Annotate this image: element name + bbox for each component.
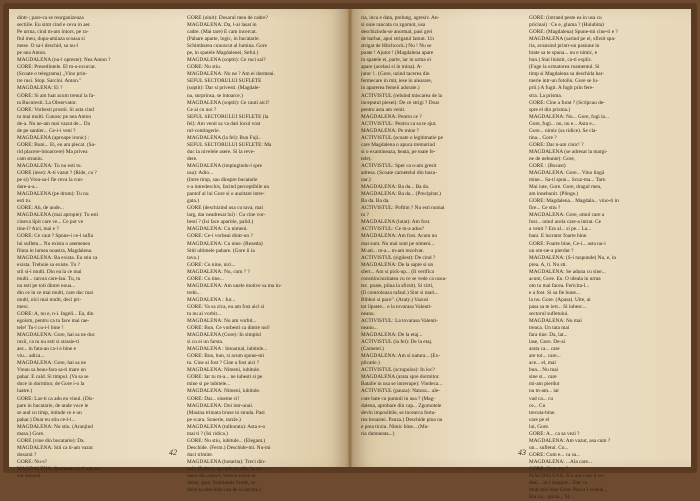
text-line: Batalie in usa se intrerupe): Vindeca... [361,381,443,388]
text-line: MAGDALENA: Tu nu esti tu. [17,162,82,169]
text-line: (Il controleaza rafaul.) Sint si mari... [361,289,439,296]
text-line: MAGDALENA: Pe mine ? [361,127,420,134]
left-page-column-1 [17,15,171,480]
text-line: mi-am pierdut [529,381,560,388]
text-line: stra. La prisma. [529,92,563,99]
text-line: ce... Cu [529,402,546,409]
text-line: SEFUL SECTORULUI SUFLETE (la [187,113,269,120]
text-line: MAGDALENA: Nimeni, iubitule. [187,367,261,374]
text-line: arata ca... care [529,346,560,353]
text-line: Vreau sa beau-fara sa-ti mare un [17,367,86,374]
text-line: MAGDALENA: Doi intr-unul. [187,402,254,409]
text-line: usa): Adio... [187,170,214,177]
text-line: (Masina trimata bruse in strada. Pasi [187,409,265,416]
text-line: GORE: Cum era ? [529,466,569,472]
text-line: lase, Gore. De-ai [529,339,566,346]
text-line: pahar. E cald. Si timpul. (Va sa se [17,374,89,381]
text-line: e a fost. Si sa fie bune... [529,289,580,296]
text-line: GORE: Las-ti ca adu eu vinul. (Dis- [17,395,94,402]
text-line: fel): Am venit sa va dati locul vost [187,120,261,127]
text-line: ria dumneata...) [361,430,395,437]
text-line: tre rusi. Stop. Sarcini. Anton." [17,78,82,85]
text-line: ria, avansind printr-un pasiune in [529,43,600,50]
text-line: cadre. (Mai tare) E cam incercat. [187,29,257,36]
text-line: MAGDALENA (sarind pe el, sfirsit spa- [529,36,616,43]
text-line: larg, dar neadresat lui) : Cu cine vor- [187,212,266,219]
text-line: are tot... care... [529,353,561,360]
right-page [353,9,691,501]
text-line: ACTIVISTUL (reluind miscarea de la [361,92,443,99]
text-line: viu... adica... [17,353,45,360]
text-line: sfert... Am si pick-up... (Ii verifica [361,268,434,275]
text-line: sectiile. Eu simt cind e ceva in aer. [17,22,91,29]
text-line: Ce ai cu noi ? [187,106,217,113]
text-line: MAGDALENA: Nu mai [529,318,582,325]
text-line: din ce in ce mai multi, care duc mai [17,289,94,296]
text-line: dalena, aprobare din cap... Zgomotele [361,402,442,409]
text-line: tu mai multi. Cunosc pe nea Anton [17,113,92,120]
text-line: GORE: Va sa zica, eu am fost aici si [187,303,265,310]
text-line: MAGDALENA: Gore... Vino lingä [529,170,605,177]
right-page-column-1 [361,15,515,438]
text-line: nu m-am... iar [529,388,559,395]
text-line: strigat de Hitchcock.) Nu ! Nu se [361,43,432,50]
text-line: deai... in-i singure... Dar cu [529,480,588,487]
text-line: tele! Tu-l cu-i-l bine ! [17,325,64,332]
text-line: fiinta in lumea noastra, Magdalena. [17,247,93,254]
text-line: care Magdalena o apuca tremurind [361,141,435,148]
text-line: tele). [361,155,372,162]
text-line: lui, Gore. [529,423,550,430]
text-line: luatre.) [17,388,33,395]
text-line: ACTIVISTUL: Poftim ? Nu esti numai [361,205,445,212]
text-line: na, surprinsa, se intoarce.) [187,92,243,99]
text-line: GORE (vine din bucatarie): Da. [17,437,85,444]
text-line: timp si Magdalena sa deschida bar- [529,71,605,78]
text-line: esti tu. [17,198,32,205]
text-line: MAGDALENA (impingindu-l spre [187,162,263,169]
text-line: pricinai) : Ce e, gluma ? (Hulubita) [529,22,604,29]
text-line: Gore... nimic (sa ridice). Se cla- [529,127,598,134]
text-line: tec. poate, plina la sfirsit). Si cirti, [361,282,434,289]
page-number-left: 42 [169,448,177,457]
text-line: sine si... care [529,374,557,381]
text-line: MAGDALENA: Am unele motive sa ma in- [187,282,282,289]
text-line: sectorul sufletului. [529,310,569,317]
text-line: MAGDALENA: Pentru ce ? [361,113,422,120]
text-line: e prea tirziu. Nimic bine... (Ma- [361,423,429,430]
text-line: acum, Gore. Eu. O ideala in urma [529,275,601,282]
text-line: fost... omul acela care-a intrat. Ce [529,219,601,226]
text-line: GORE (uluit): Dosarul meu de cadre? [187,15,268,21]
text-line: dosar, apoi, framintata foarte, se [187,480,256,487]
text-line: MAGDALENA: ...Ala care... [529,458,592,465]
text-line: MAGDALENA: Gore, hai sa ne duc [17,332,95,339]
text-line: duc la nivelele asere. Si la reve- [187,148,255,155]
text-line: bani. E lucrator foarte bine. [529,233,588,240]
text-line: ftul meu, dupa-amiaza scoasa si [17,36,85,43]
text-line: in spatele ei, parte, iar in urma ei [361,57,431,64]
text-line: duci trimite. [187,451,214,458]
page-number-right: 43 [518,448,526,457]
text-line: Mai iute, Gore. Gore, dragul meu, [529,184,602,191]
text-line: stii si-i multi. Din ea la ce mai [17,268,82,275]
text-line: dere. [187,155,198,162]
text-line: GORE: Cu nine, nici... [187,261,236,268]
text-line: apare (acelasi si in mina). A- [361,64,423,71]
text-line: Stiti ultimele pahare. (Gore ii ia [187,247,255,254]
text-line: fire... Ce stiu ? [529,205,561,212]
text-line: (Fuge la urmatorea roamentul. Si [529,64,600,71]
text-line: (Pahare aparte, logic, in bucatarie. [187,36,260,43]
text-line: bun... Nu mai [529,367,559,374]
text-line: tu nu ai vorbit... [187,310,222,317]
text-line: SEFUL SECTORULUI SUFLETE [187,78,262,85]
text-line: poate ! Ajutor ! (Magdalena apare [361,50,434,57]
text-line: Era ca... parca... Si... [529,494,574,501]
text-line: ACTIVISTUL (la fel): De la etaj. [361,339,433,346]
text-line: (Carnetel.) [361,346,384,353]
text-line: egoism, pentru ca tu face mai rae- [17,318,90,325]
text-line: mine si pe iubitele... [187,381,231,388]
text-line: MAGDALENA : Intoarnal, iubitule... [187,346,268,353]
text-line: colo (Il duce, apropie cu sila, la co- [187,466,263,472]
text-line: pe scara. Sonerie, tarzie.) [187,416,241,423]
text-line: MAGDALENA: Ba exista. Eu stiu ca [17,254,98,261]
text-line: prea. A, ti. Nu sti. [529,261,567,268]
text-line: mesc. [17,303,30,310]
text-line: MAGDALENA: Era asa cum il ve- [529,473,605,480]
text-line: GORE: Foarte bine, Ce-i... asta nu-i [529,240,606,247]
text-line: (soptit): Dar si privesti. (Magdale- [187,85,261,92]
text-line: Pe urma, cind m-am intors, pe ra- [17,29,89,36]
text-line: cam straniu. [17,155,44,162]
text-line: GORE: Ce caut ? Spune-i ce-l sufla [17,233,93,240]
text-line: ACTIVISTUL (scrupulos): In loc? [361,367,435,374]
text-line: trebi... [187,289,201,296]
text-line: MAGDALENA: (S-i raspunde) Nu, e, in [529,254,616,261]
text-line: de pe santier... Ce-i-i veni ? [17,127,76,134]
text-line: mult mai bine Gore. Parca-l vedeai... [529,487,608,494]
text-line: GORE: Magdalena... Magdala... vino-ti in [529,198,619,205]
text-line: adresa. (Scoate carnetelul din buzu- [361,170,438,177]
text-line: nar.) [361,177,371,184]
text-line: GORE: (Magdalena) Spune-mi cine-ti e ? [529,29,618,36]
text-line: MAGDALENA (soptit): Ce cauti aici? [187,99,270,106]
text-line: GORE: Presedintele. El m-a-ncurcat. [17,64,97,71]
text-line: GORE: Dar n-am cinic! ? [529,141,584,148]
text-line: MAGDALENA (nu-l opreste): Nea Anton ? [17,57,111,64]
text-line: tu ? [361,212,369,219]
text-line: rul-contingerie. [187,127,220,134]
text-line: MAGDALENA (Gore): In simplul [187,332,261,339]
text-line: mine... Sa-ti spun... Scuz-ma... Tare. [529,177,607,184]
text-line: bun.) Stai linistit, ca-ti explic. [529,57,593,64]
text-line: neanu... [361,325,378,332]
text-line: MAGDALENA : Jur... [187,296,236,303]
text-line: devin imposibile, se incearca forta- [361,409,436,416]
text-line: MAGDALENA: Nu ne ? Am ei dormeai. [187,71,275,78]
text-line: MAGDALENA (la fel): Bun Fuji.. [187,134,261,141]
text-line: MAGDALENA: Gore, omul care a [529,212,605,219]
text-line: MAGDALENA (aproape ironic) : [17,134,90,141]
text-line: GORE: Si am luat acum trenul la fa- [17,92,95,99]
text-line: dintr-; pare-ca se reorganizeaza [17,15,84,21]
text-line: tava.) [187,254,199,261]
text-line: MAGDALENA (mai apropie): Tu esti [17,212,99,219]
text-line: pe nea Anton. [17,50,47,57]
text-line: MAGDALENA: Nu stiu. (Aranjind [17,423,93,430]
text-line: GORE: A... ca sa vezi ? [529,430,580,437]
text-line: prii.) A fugit. A fugit prin fere- [529,85,595,92]
text-line: ACTIVISTUL (sigilest): De cind ? [361,254,436,261]
text-line: ACTIVISTUL: Pentru ca sa te ajut. [361,120,437,127]
text-line: aer... in fata-au ca-i e bine e [17,346,76,353]
text-line: brate sa te spuna... nu e nimic, e [529,50,598,57]
text-line: GORE: Cine a furat ? (Scripcau de- [529,99,605,106]
text-line: GORE: Buni... Ei, eu am plecat. (Sa- [17,141,96,148]
text-line: MAGDALENA: Am fost. Acum nu [361,233,438,240]
text-line: tot lipsete... e la tovarasa Valenti- [361,303,432,310]
text-line: MAGDALENA: Cu nimeni. [187,226,248,233]
text-line: cineva lipit care ve... Ce pot ve [17,219,84,226]
text-line: MAGDALENA: Se aduna cu sine... [529,268,606,275]
text-line: M-ati... m-a... m-am rezolvat. [361,247,424,254]
text-line: mera din alaturi, brusca tresul ei [187,473,256,480]
text-line: si onie rancata cu zgomot, usa [361,22,426,29]
text-line: care pe el [529,416,550,423]
text-line: MAGDALENA (se adresat la margi- [529,148,608,155]
text-line: MAGDALENA: De la etaj... [361,332,423,339]
text-line: constiinciozitatea cu ce se vede ca usoa- [361,275,447,282]
text-line: MAGDALENA: Gore, hai sa ne [17,360,86,367]
text-line: GORE: Nu-s? [17,458,47,465]
text-line: pasa sa te iert... Si iubesc... [529,303,587,310]
text-line: MAGDALENA: Spuneam ca ti-am va- [17,466,101,472]
text-line: GORE: Cum e... ca sa... [529,451,581,458]
text-line: exista. Trebuie sa existe. Tu ? [17,261,80,268]
text-line: ACTIVISTUL: La tovarasa Valenti- [361,318,438,325]
text-line: GORE (iese): A-ti vazut ? (Ride, cu ? [17,170,97,177]
text-line: GORE: Vorbesti prostii. Si asta cind [17,106,94,113]
text-line: si cu ei un farsta. [187,339,224,346]
text-line: MAGDALENA (hotarita): Treci din- [187,458,266,465]
text-line: treaca. Un tata mai [529,325,570,332]
text-line: MAGDALENA: Am si natura... (Ex- [361,353,441,360]
text-line: ACTIVISTUL (scoate o legitimatie pe [361,134,443,141]
text-line: ria, inca e data, prelung, agresiv. An- [361,15,440,21]
text-line: fermecare in mit, iese in alearare, [361,78,433,85]
text-line: MAGDALENA: Da, l-ai lasat in [187,22,257,29]
text-line: lui sufletu... Nu exista o asemenea [17,240,91,247]
text-line: MAGDALENA: Ei ? [17,85,63,92]
text-line: Schimbarea cunoscut al lumina. Gore [187,43,267,50]
text-line: mai sunt. Nu mai sunt pe nimeni... [361,240,435,247]
text-line: tina... Gore ? [529,134,557,141]
text-line: fara tine. Da, lat... [529,332,568,339]
text-line: multi... carora care-lau. Tu, tu [17,275,81,282]
text-line: in aparerea femeii adorate.) [361,85,420,92]
text-line: rusii, ca tu nu esti si strasie-ti [17,339,80,346]
text-line: GORE: Ah, de unde... [17,205,64,212]
text-line: pe, in spatele Magdalenei, Seful.) [187,50,259,57]
text-line: de-a. Nu ne-am mai vazut de... Da [17,120,90,127]
text-line: Deschide. (Ferm.) Deschide-mi. Nu-mi [187,444,271,451]
text-line: ACTIVISTUL: Ce m-a adus? [361,226,425,233]
text-line: dosarul ? [17,451,37,458]
text-line: besti ? (Isi face aparitie, palid.) [187,219,254,226]
text-line: pantof al lui Gore si o auzitare intre- [187,191,265,198]
text-line: MAGDALENA (pe drum): Tu nu [17,191,89,198]
text-line: MAGDALENA (lutat): Am fost. [361,219,431,226]
text-line: (Scoate o telegrama) ,,Vino prin- [17,71,88,78]
text-line: GORE: Cu tine... [187,275,224,282]
text-line: gata.) [187,198,199,205]
text-line: GORE: Dar... sineme ci! [187,395,240,402]
text-line: multi, nici mai multi, deci pri- [17,296,82,303]
text-line: MAGDALENA: Nu am vorbit... [187,318,257,325]
text-line: GORE: (intrand peste ea in usa cu [529,15,602,21]
text-line: GORE: Ce-i vorbeai dintr-un ? [187,233,253,240]
text-line: de barbat, apoi strigatul lamut. Un [361,36,434,43]
text-line: duce in dormitor, de Gore i-o la [17,381,85,388]
text-line: pentru asta am venit. [361,106,406,113]
text-line: cute bate cu pumnii in usa ? (Mag- [361,395,436,402]
text-line: MAGDALENA: Nimeni, iubitule. [187,388,261,395]
text-line: ne de nebunie): Gore, [529,155,576,162]
text-line: Ba da. Ba da. [361,198,390,205]
text-line: MAGDALENA: Nu, cum ? ? [187,268,250,275]
right-page-column-2 [529,15,683,501]
text-line: ace... el, mai [529,360,556,367]
text-line: merie intr-un fotoliu. Gore se lu- [529,78,599,85]
text-line: GORE: Nu stiu. [187,64,222,71]
text-line: ACTIVISTUL: Sper ca n-am gresit [361,162,437,169]
text-line: pahar.) Doar eu stiu ce-l-l... [17,416,76,423]
text-line: MAGDALENA: Nu... Gore, fugi la... [529,113,609,120]
text-line: am innebunit. (Plinge.) [529,191,579,198]
text-line: vad ca... cu [529,395,554,402]
text-line: MAGDALENA: Cu nine. (Rezeda) [187,240,263,247]
text-line: nu esti pe toti dintre noua... [17,282,76,289]
text-line: MAGDALENA: Stii ca ti-am vazut [17,444,93,451]
left-page [9,9,347,494]
left-page-column-2 [187,15,341,494]
text-line: ACTIVISTUL (pauza): Natura... ale- [361,388,440,395]
text-line: pe si) Vrea-sa-i fie ceva la cun- [17,177,84,184]
text-line: Gore, fugi... nu, nu e... Asta e... [529,120,596,127]
text-line: MAGDALENA: De la sapte si un [361,261,434,268]
text-line: neanu. [361,310,376,317]
text-line: si o examineaza, beata, pe toate fe- [361,148,436,155]
text-line: trecuta-bine. [529,409,556,416]
text-line: dare-a-a... [17,184,39,191]
text-line: tu. Cine ai fost ? Cine a fost aici ? [187,360,260,367]
text-line: mese. O sa-i deschid, sa nu-l [17,43,79,50]
text-line: ta Bucuresti. La Observator. [17,99,77,106]
text-line: MAGDALENA: Am vazut, asa cum ? [529,437,611,444]
text-line: MAGDALENA (arata spre dormitor. [361,374,440,381]
text-line: GORE : (Bocast) [529,162,566,169]
text-line: a venit ? Era al... si pe... La... [529,226,592,233]
text-line: GORE: Bun. Ce vorbesti ca dintre noi! [187,325,270,332]
text-line: spre el din prisma.) [529,106,571,113]
text-line: om tu mai facea. Fericita-l... [529,282,590,289]
text-line: se aud cu timp, intinde ce e un [17,409,82,416]
text-line: (Intre timp, sau dinspre bucatarie [187,177,258,184]
text-line: MAGDALENA (tulburata): Asta e-o [187,423,266,430]
text-line: GORE: Iar tu m-a... ne iubesti si pe [187,374,263,381]
text-line: SEFUL SECTORULUI SUFLETE: Ma [187,141,272,148]
text-line: la nu. Gore. (Apasa). Uite, ai [529,296,591,303]
text-line: GORE: Bun, bun, si acum spune-mi [187,353,264,360]
text-line: tine-i? Aici, mai e ? [17,226,59,233]
text-line: rea broastei. Pauza.) Deschide pina nu [361,416,443,423]
text-line: Bibhoi si pace". (Araty.) Vazusi [361,296,429,303]
text-line: plicatie.) [361,360,380,367]
text-line: MAGDALENA: Ba da... Ba da. [361,184,430,191]
text-line: s-a intredeschis, facind perceptibile un [187,184,270,191]
text-line: mai ti ? (Isi ridica.) [187,430,228,437]
text-line: MAGDALENA (soptit): Ce ruci sai? [187,57,266,64]
text-line: deschizindu-se anormal, pasi grei [361,29,433,36]
text-line: masa.) Gore. [17,430,45,437]
text-line: pare in bucatarie, de unde voce le [17,402,89,409]
text-line: MAGDALENA: Ba da... (Precipitat.) [361,191,441,198]
text-line: jutor !.. (Gore, uzind tacerea din [361,71,430,78]
text-line: GORE (deschizind usa cu tava, mai [187,205,263,212]
text-line: GORE: A, nu e, n-i. Ingeli... Ea, din [17,310,94,317]
text-line: un... sufletul. Cu... [529,444,569,451]
text-line: un om-ne-a pierdut ? [529,247,574,254]
text-line: zut dosarul. [17,473,42,480]
text-line: GORE: Nu stiu, iubitule... (Elegant.) [187,437,266,444]
open-book [3,3,697,501]
text-line: duce sa deschida usa de la intrare.) [187,487,262,494]
text-line: inceputul piesei): De ce strigi ? Doar [361,99,440,106]
text-line: rid placere-intoarcere) Ma privea [17,148,88,155]
